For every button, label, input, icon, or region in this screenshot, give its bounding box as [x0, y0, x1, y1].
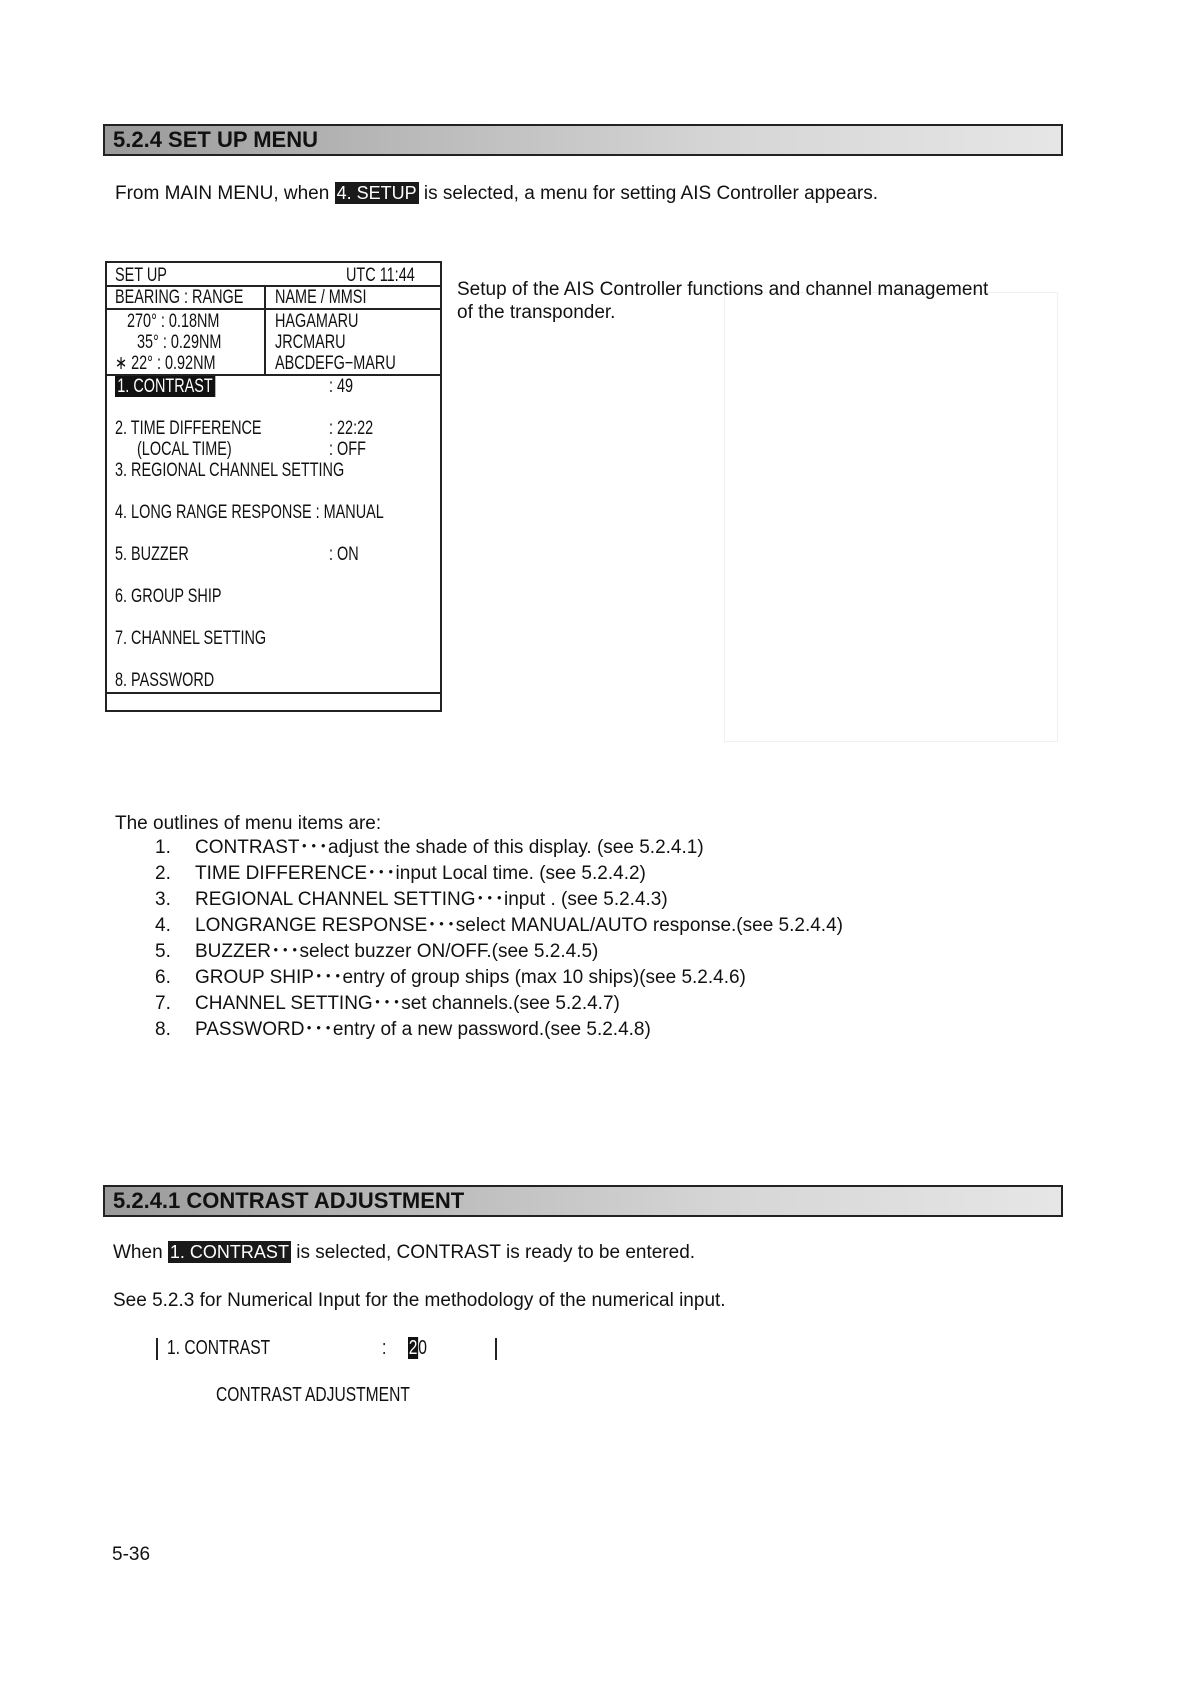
outlines-heading: The outlines of menu items are: — [115, 813, 382, 834]
list-number: 1. — [155, 837, 171, 858]
target-name: JRCMARU — [275, 332, 346, 353]
list-item — [155, 1017, 843, 1043]
contrast-input-field[interactable] — [408, 1337, 427, 1360]
list-item — [155, 939, 843, 965]
outlines-list — [155, 835, 843, 1043]
description-line-2: of the transponder. — [457, 302, 616, 323]
intro-text-before: From MAIN MENU, when — [115, 183, 335, 204]
section-heading-contrast-adjustment — [103, 1185, 1063, 1217]
menu-item-buzzer[interactable]: 5. BUZZER — [115, 544, 189, 565]
local-time-label: (LOCAL TIME) — [137, 439, 232, 460]
contrast-adjustment-caption: CONTRAST ADJUSTMENT — [216, 1384, 410, 1406]
menu-item-contrast[interactable] — [115, 376, 215, 397]
list-number: 3. — [155, 889, 171, 910]
screen-title: SET UP — [115, 265, 167, 286]
contrast-input-colon: : — [382, 1337, 387, 1359]
intro-paragraph — [115, 182, 878, 206]
list-text: LONGRANGE RESPONSE･･･select MANUAL/AUTO response.(see 5.2.4.4) — [195, 915, 843, 936]
description-line-1: Setup of the AIS Controller functions and channel management — [457, 279, 989, 300]
menu-item-password[interactable]: 8. PASSWORD — [115, 670, 215, 691]
input-left-bar — [156, 1338, 158, 1360]
target-name: ABCDEFG−MARU — [275, 353, 396, 374]
setup-highlight: 4. SETUP — [336, 183, 417, 203]
list-text: REGIONAL CHANNEL SETTING･･･input . (see 5.2.4.3) — [195, 889, 668, 910]
list-number: 7. — [155, 993, 171, 1014]
when-paragraph — [113, 1241, 695, 1265]
intro-text-after: is selected, a menu for setting AIS Controller appears. — [418, 183, 879, 204]
column-divider — [264, 285, 266, 375]
contrast-input-label: 1. CONTRAST — [167, 1337, 271, 1359]
setup-screen-display — [105, 261, 442, 712]
list-text: CHANNEL SETTING･･･set channels.(see 5.2.4.7) — [195, 993, 620, 1014]
list-number: 6. — [155, 967, 171, 988]
target-bearing: 270° : 0.18NM — [127, 311, 220, 332]
input-cursor: 2 — [408, 1337, 418, 1359]
menu-item-regional-channel[interactable]: 3. REGIONAL CHANNEL SETTING — [115, 460, 345, 481]
contrast-highlight: 1. CONTRAST — [169, 1242, 289, 1262]
section-title: 5.2.4.1 CONTRAST ADJUSTMENT — [113, 1188, 465, 1213]
menu-item-channel-setting[interactable]: 7. CHANNEL SETTING — [115, 628, 267, 649]
list-text: PASSWORD･･･entry of a new password.(see 5.2.4.8) — [195, 1019, 651, 1040]
screen-divider — [107, 692, 440, 694]
list-text: CONTRAST･･･adjust the shade of this display. (see 5.2.4.1) — [195, 837, 704, 858]
screen-divider — [107, 308, 440, 310]
when-text-before: When — [113, 1242, 168, 1263]
page-number: 5-36 — [112, 1544, 151, 1565]
time-difference-value: : 22:22 — [329, 418, 374, 439]
list-text: BUZZER･･･select buzzer ON/OFF.(see 5.2.4.5) — [195, 941, 599, 962]
list-item — [155, 965, 843, 991]
input-value: 0 — [418, 1337, 427, 1359]
list-item — [155, 835, 843, 861]
contrast-value: : 49 — [329, 376, 354, 397]
bearing-range-header: BEARING : RANGE — [115, 287, 244, 308]
list-item — [155, 913, 843, 939]
name-mmsi-header: NAME / MMSI — [275, 287, 367, 308]
contrast-selected-label: 1. CONTRAST — [115, 376, 215, 397]
list-item — [155, 991, 843, 1017]
section-heading-setup-menu — [103, 124, 1063, 156]
menu-item-long-range-response[interactable]: 4. LONG RANGE RESPONSE : MANUAL — [115, 502, 384, 523]
menu-item-time-difference[interactable]: 2. TIME DIFFERENCE — [115, 418, 262, 439]
local-time-value: : OFF — [329, 439, 366, 460]
list-text: GROUP SHIP･･･entry of group ships (max 10 ships)(see 5.2.4.6) — [195, 967, 746, 988]
target-bearing: 35° : 0.29NM — [137, 332, 222, 353]
see-paragraph: See 5.2.3 for Numerical Input for the methodology of the numerical input. — [113, 1290, 726, 1311]
list-number: 5. — [155, 941, 171, 962]
target-name: HAGAMARU — [275, 311, 359, 332]
buzzer-value: : ON — [329, 544, 359, 565]
menu-item-group-ship[interactable]: 6. GROUP SHIP — [115, 586, 222, 607]
show-through-panel — [724, 292, 1058, 742]
list-text: TIME DIFFERENCE･･･input Local time. (see 5.2.4.2) — [195, 863, 646, 884]
when-text-after: is selected, CONTRAST is ready to be entered. — [290, 1242, 696, 1263]
list-number: 4. — [155, 915, 171, 936]
list-item — [155, 887, 843, 913]
target-bearing: ∗ 22° : 0.92NM — [115, 353, 216, 374]
list-number: 8. — [155, 1019, 171, 1040]
list-item — [155, 861, 843, 887]
input-right-bar — [495, 1338, 497, 1360]
screen-clock: UTC 11:44 — [346, 265, 415, 286]
list-number: 2. — [155, 863, 171, 884]
section-title: 5.2.4 SET UP MENU — [113, 127, 318, 152]
